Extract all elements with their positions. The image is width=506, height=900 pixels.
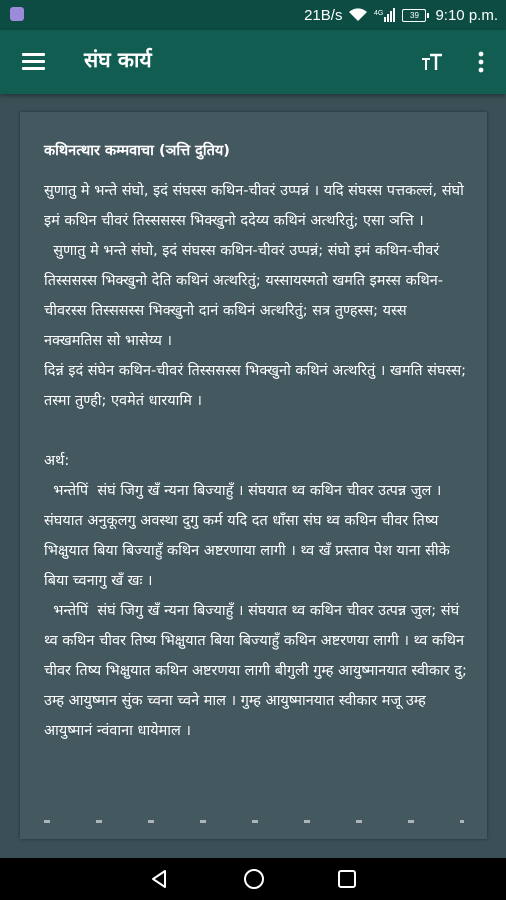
pali-paragraph: सुणातु मे भन्ते संघो, इदं संघस्स कथिन-चीवरं उप्पन्नं; संघो इमं कथिन-चीवरं तिस्ससस्स भिक्खुनो देति कथिनं अत्थरितुं; यस्सायस्मतो खमति इमस्स कथिन-चीवरस्स तिस्ससस्स भिक्खुनो दानं कथिनं अत्थरितुं; सत्र तुण्हस्स; यस्स नक्खमतिस सो भासेय्य । — [44, 243, 444, 349]
more-vertical-icon[interactable] — [470, 48, 492, 76]
status-indicators — [304, 0, 498, 30]
text-size-icon[interactable] — [420, 50, 444, 74]
recents-square-icon[interactable] — [336, 868, 358, 890]
status-bar — [0, 0, 506, 30]
app-bar — [0, 30, 506, 94]
battery-level: 39 — [402, 9, 426, 22]
content-text — [44, 138, 472, 746]
page-title: संघ कार्य — [84, 48, 152, 72]
app-notification-icon — [10, 7, 24, 21]
signal-icon — [374, 7, 396, 23]
truncated-text-line — [44, 820, 464, 823]
back-triangle-icon[interactable] — [148, 868, 170, 890]
section-heading: कथिनत्थार कम्मवाचा (ञत्ति दुतिय) — [44, 143, 230, 159]
hamburger-menu-icon[interactable] — [22, 50, 46, 74]
pali-paragraph: दिन्नं इदं संघेन कथिन-चीवरं तिस्ससस्स भिक्खुनो कथिनं अत्थरितुं । खमति संघस्स; तस्मा तुण्ही; एवमेतं धारयामि । — [44, 363, 471, 409]
pali-paragraph: सुणातु मे भन्ते संघो, इदं संघस्स कथिन-चीवरं उप्पन्नं । यदि संघस्स पत्तकल्लं, संघो इमं कथिन चीवरं तिस्ससस्स भिक्खुनो ददेय्य कथिनं अत्थरितुं; एसा ञत्ति । — [44, 183, 469, 229]
meaning-paragraph: भन्तेपिं संघं जिगु खँ न्यना बिज्याहुँ । संघयात थ्व कथिन चीवर उत्पन्न जुल; संघं थ्व कथिन चीवर तिष्य भिक्षुयात बिया बिज्याहुँ कथिन अष्टरणया लागी । थ्व कथिन चीवर तिष्य भिक्षुयात कथिन अष्टरणया लागी बीगुली गुम्ह आयुष्मानयात स्वीकार दु; उम्ह आयुष्मान सुंक च्वना च्वने माल । गुम्ह आयुष्मानयात स्वीकार मजू उम्ह आयुष्मानं न्वंवाना धायेमाल । — [44, 603, 472, 739]
clock: 9:10 p.m. — [435, 6, 498, 24]
meaning-paragraph: भन्तेपिं संघं जिगु खँ न्यना बिज्याहुँ । संघयात थ्व कथिन चीवर उत्पन्न जुल । संघयात अनुकूलगु अवस्था दुगु कर्म यदि दत धाँसा संघ थ्व कथिन चीवर तिष्य भिक्षुयात बिया बिज्याहुँ कथिन अष्टरणाया लागी । थ्व खँ प्रस्ताव पेश याना सीके बिया च्वनागु खँ खः । — [44, 483, 455, 589]
wifi-icon — [348, 7, 368, 23]
navigation-bar — [0, 858, 506, 900]
meaning-label: अर्थ: — [44, 453, 70, 469]
battery-icon — [402, 9, 429, 22]
home-circle-icon[interactable] — [242, 867, 266, 891]
svg-text:4G: 4G — [374, 10, 384, 17]
content-card[interactable] — [20, 112, 487, 839]
network-speed: 21B/s — [304, 6, 343, 24]
